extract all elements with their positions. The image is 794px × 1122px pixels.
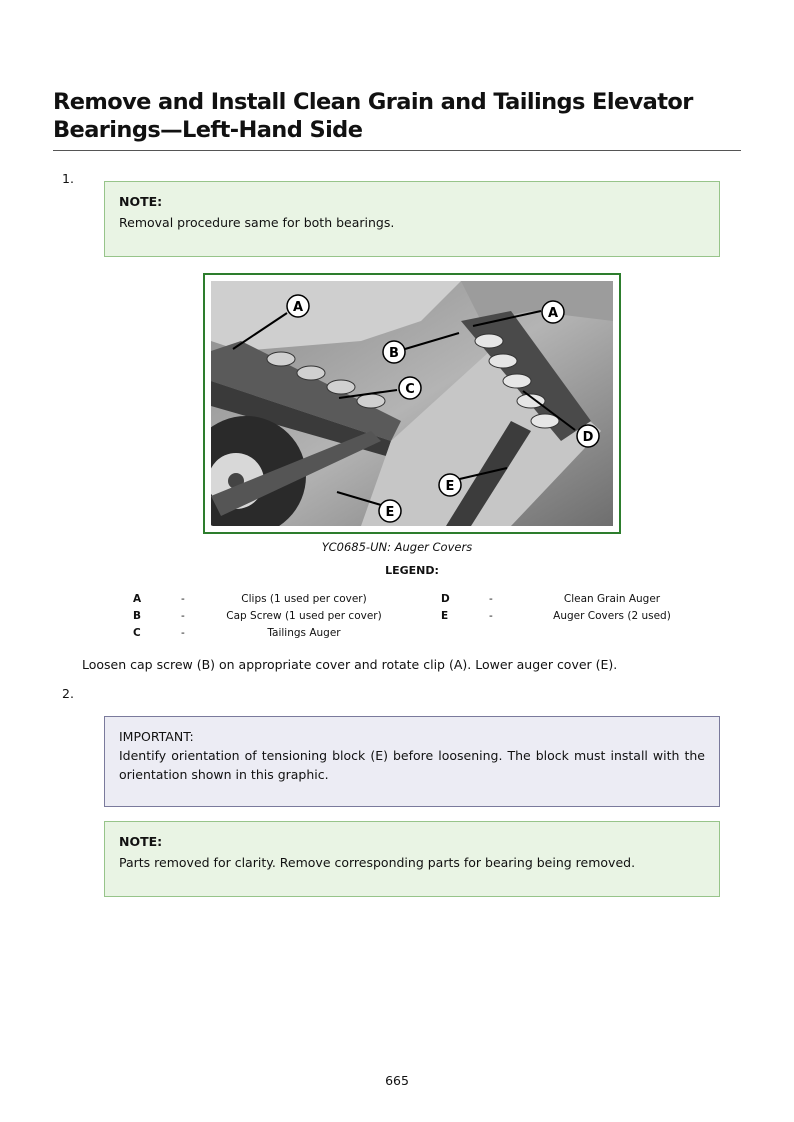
callout-B xyxy=(383,341,405,363)
page-title: Remove and Install Clean Grain and Tailings Elevator Bearings—Left-Hand Side xyxy=(53,89,693,143)
note-heading: NOTE: xyxy=(119,194,163,209)
auger-covers-illustration xyxy=(211,281,613,526)
important-heading: IMPORTANT: xyxy=(119,729,194,744)
step-number-1: 1. xyxy=(62,171,74,186)
svg-text:C: C xyxy=(405,382,415,397)
callout-A-left xyxy=(287,295,309,317)
svg-text:D: D xyxy=(582,430,594,445)
page-number: 665 xyxy=(385,1073,409,1088)
note-heading: NOTE: xyxy=(119,834,163,849)
important-box-step-2 xyxy=(104,716,720,807)
svg-text:A: A xyxy=(292,300,304,315)
svg-text:B: B xyxy=(389,346,399,361)
svg-text:A: A xyxy=(547,306,559,321)
note-text: Parts removed for clarity. Remove corresponding parts for bearing being removed. xyxy=(119,855,636,870)
legend-title: LEGEND: xyxy=(385,564,439,577)
figure-caption: YC0685-UN: Auger Covers xyxy=(321,540,473,554)
step-1-instruction: Loosen cap screw (B) on appropriate cover and rotate clip (A). Lower auger cover (E). xyxy=(82,657,618,672)
note-box-step-2 xyxy=(104,821,720,897)
callout-E-center xyxy=(439,474,461,496)
callout-E-bottom xyxy=(379,500,401,522)
callout-D xyxy=(577,425,599,447)
note-text: Removal procedure same for both bearings. xyxy=(119,215,395,230)
title-divider xyxy=(53,150,741,151)
note-box-step-1 xyxy=(104,181,720,257)
important-text: Identify orientation of tensioning block (E) before loosening. The block must install with the orientation shown in this graphic. xyxy=(119,748,705,782)
figure-auger-covers xyxy=(203,273,621,534)
callout-C xyxy=(399,377,421,399)
step-number-2: 2. xyxy=(62,686,74,701)
svg-text:E: E xyxy=(445,479,455,494)
svg-text:E: E xyxy=(385,505,395,520)
callout-A-right xyxy=(542,301,564,323)
